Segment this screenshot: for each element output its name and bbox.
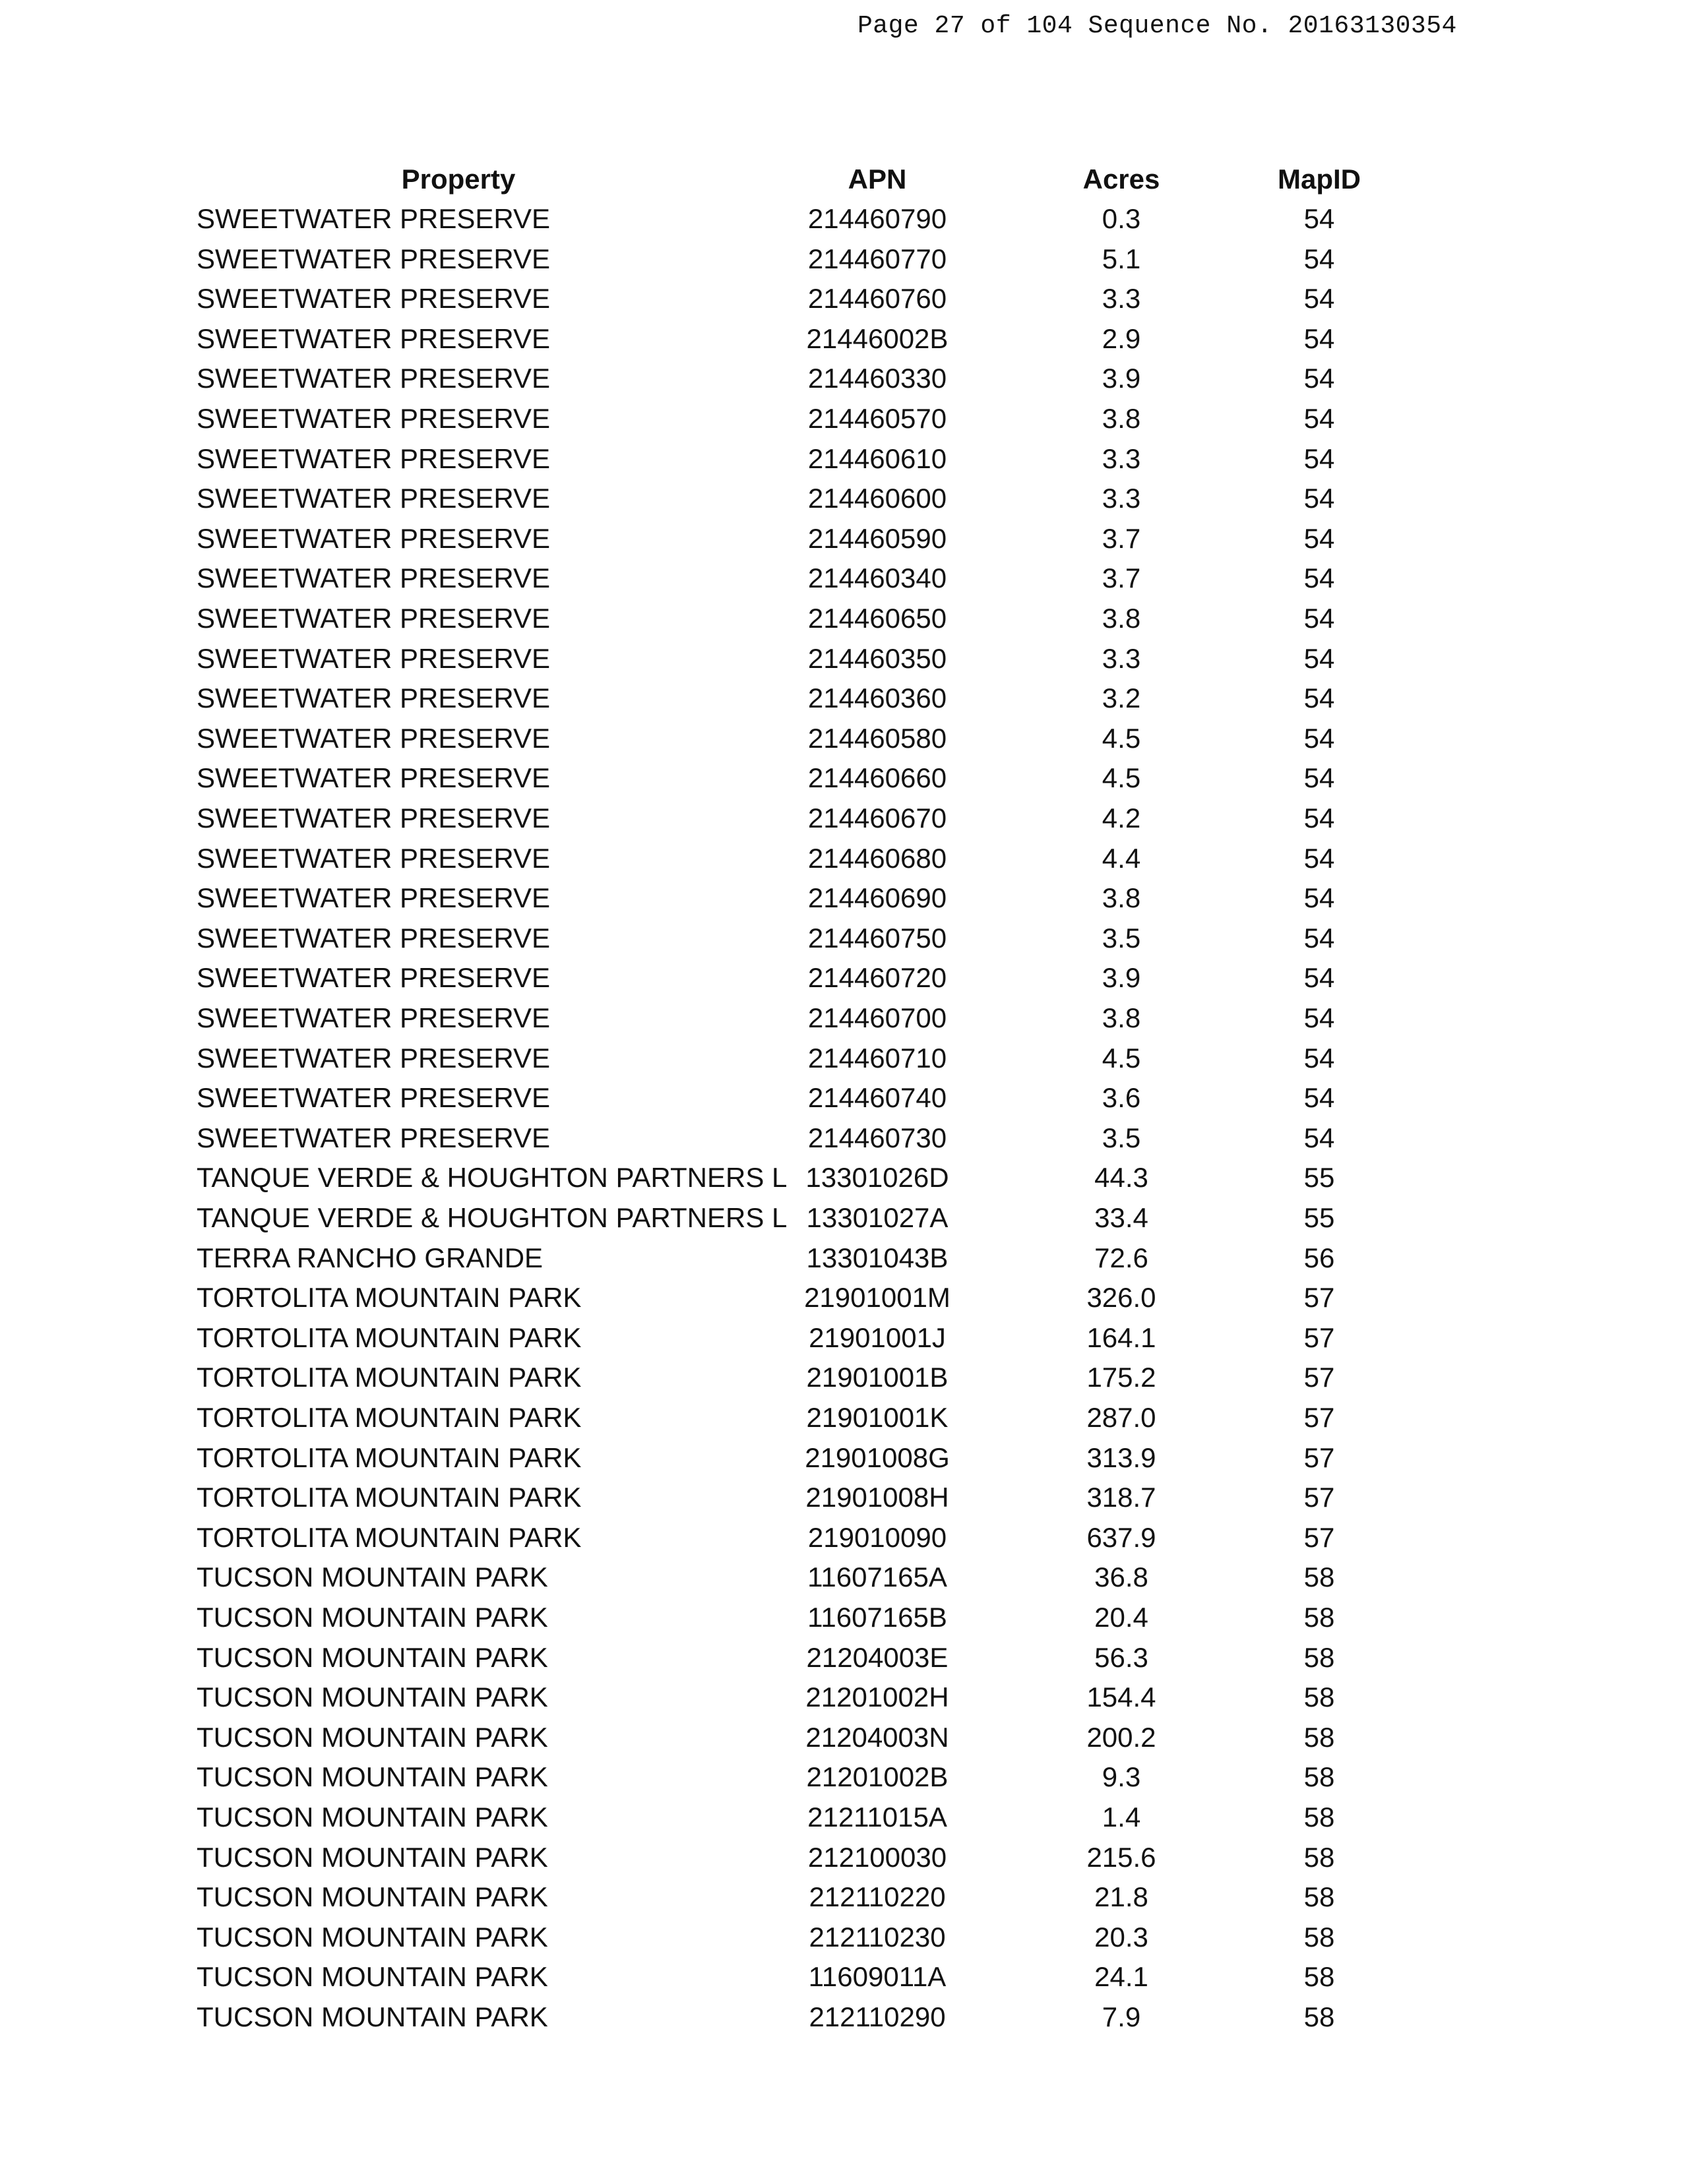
cell-mapid: 54 [1303, 403, 1335, 434]
cell-property: TUCSON MOUNTAIN PARK [197, 2001, 548, 2032]
cell-acres: 9.3 [1102, 1761, 1141, 1793]
cell-property: SWEETWATER PRESERVE [197, 603, 550, 634]
column-header-acres: Acres [1082, 164, 1160, 195]
cell-acres: 175.2 [1086, 1362, 1156, 1393]
cell-apn: 21204003E [806, 1641, 949, 1673]
table-row [0, 839, 1684, 878]
cell-property: TORTOLITA MOUNTAIN PARK [197, 1321, 582, 1353]
table-row [0, 1997, 1684, 2037]
cell-mapid: 54 [1303, 283, 1335, 315]
table-row [0, 1838, 1684, 1877]
cell-acres: 3.3 [1102, 442, 1141, 474]
cell-property: SWEETWATER PRESERVE [197, 243, 550, 274]
cell-acres: 4.4 [1102, 842, 1141, 874]
cell-property: TUCSON MOUNTAIN PARK [197, 1802, 548, 1833]
table-row [0, 199, 1684, 239]
cell-mapid: 58 [1303, 1641, 1335, 1673]
cell-mapid: 54 [1303, 722, 1335, 754]
table-row [0, 998, 1684, 1038]
column-header-apn: APN [848, 164, 907, 195]
table-row [0, 319, 1684, 359]
table-row [0, 399, 1684, 439]
cell-acres: 20.4 [1094, 1602, 1148, 1633]
cell-apn: 214460670 [807, 803, 947, 834]
cell-apn: 21204003N [805, 1721, 949, 1753]
cell-apn: 21901008G [805, 1441, 950, 1473]
cell-acres: 4.5 [1102, 1042, 1141, 1074]
cell-mapid: 58 [1303, 1881, 1335, 1913]
cell-apn: 214460340 [807, 562, 947, 594]
column-header-property: Property [401, 164, 516, 195]
cell-property: TUCSON MOUNTAIN PARK [197, 1761, 548, 1793]
cell-apn: 214460740 [807, 1082, 947, 1114]
cell-property: TUCSON MOUNTAIN PARK [197, 1921, 548, 1953]
cell-mapid: 54 [1303, 522, 1335, 554]
cell-apn: 214460710 [807, 1042, 947, 1074]
table-row [0, 1078, 1684, 1118]
cell-property: TUCSON MOUNTAIN PARK [197, 1641, 548, 1673]
cell-mapid: 58 [1303, 1761, 1335, 1793]
cell-property: TUCSON MOUNTAIN PARK [197, 1562, 548, 1593]
table-row [0, 1039, 1684, 1078]
cell-acres: 1.4 [1102, 1802, 1141, 1833]
table-row [0, 679, 1684, 718]
cell-acres: 5.1 [1102, 243, 1141, 274]
cell-apn: 21901008H [805, 1482, 949, 1513]
cell-acres: 318.7 [1086, 1482, 1156, 1513]
cell-mapid: 58 [1303, 1802, 1335, 1833]
cell-apn: 21201002H [805, 1682, 949, 1713]
table-row [0, 799, 1684, 838]
table-row [0, 279, 1684, 318]
cell-mapid: 54 [1303, 483, 1335, 514]
cell-property: TORTOLITA MOUNTAIN PARK [197, 1402, 582, 1433]
cell-apn: 214460790 [807, 203, 947, 234]
table-row [0, 958, 1684, 998]
cell-acres: 164.1 [1086, 1321, 1156, 1353]
cell-property: SWEETWATER PRESERVE [197, 842, 550, 874]
cell-apn: 212110230 [809, 1921, 946, 1953]
cell-acres: 3.3 [1102, 483, 1141, 514]
cell-acres: 154.4 [1086, 1682, 1156, 1713]
cell-acres: 56.3 [1094, 1641, 1148, 1673]
cell-mapid: 54 [1303, 922, 1335, 954]
cell-apn: 11609011A [808, 1961, 947, 1993]
table-row [0, 1158, 1684, 1198]
table-row [0, 1478, 1684, 1517]
cell-mapid: 57 [1303, 1282, 1335, 1314]
table-row [0, 1757, 1684, 1797]
cell-property: SWEETWATER PRESERVE [197, 522, 550, 554]
column-header-mapid: MapID [1278, 164, 1361, 195]
cell-mapid: 54 [1303, 1042, 1335, 1074]
cell-property: SWEETWATER PRESERVE [197, 762, 550, 794]
table-row [0, 639, 1684, 679]
cell-apn: 21901001K [806, 1402, 949, 1433]
cell-acres: 3.5 [1102, 1122, 1141, 1153]
cell-property: SWEETWATER PRESERVE [197, 483, 550, 514]
cell-property: TUCSON MOUNTAIN PARK [197, 1721, 548, 1753]
cell-acres: 0.3 [1102, 203, 1141, 234]
cell-apn: 214460650 [807, 603, 947, 634]
cell-mapid: 56 [1303, 1242, 1335, 1273]
table-row [0, 1318, 1684, 1358]
table-row [0, 359, 1684, 398]
cell-mapid: 54 [1303, 603, 1335, 634]
table-row [0, 1678, 1684, 1717]
table-row [0, 239, 1684, 279]
table-row [0, 719, 1684, 758]
table-row [0, 1438, 1684, 1478]
cell-acres: 3.8 [1102, 403, 1141, 434]
table-row [0, 919, 1684, 958]
cell-acres: 3.2 [1102, 682, 1141, 714]
cell-property: SWEETWATER PRESERVE [197, 882, 550, 914]
cell-apn: 11607165B [807, 1602, 947, 1633]
cell-acres: 3.7 [1102, 562, 1141, 594]
cell-property: SWEETWATER PRESERVE [197, 922, 550, 954]
cell-mapid: 54 [1303, 243, 1335, 274]
cell-mapid: 54 [1303, 1082, 1335, 1114]
cell-mapid: 58 [1303, 1721, 1335, 1753]
cell-property: SWEETWATER PRESERVE [197, 1082, 550, 1114]
cell-apn: 21901001B [806, 1362, 949, 1393]
cell-mapid: 54 [1303, 962, 1335, 994]
cell-acres: 3.8 [1102, 603, 1141, 634]
cell-acres: 287.0 [1086, 1402, 1156, 1433]
cell-apn: 13301043B [806, 1242, 949, 1273]
cell-property: TORTOLITA MOUNTAIN PARK [197, 1441, 582, 1473]
cell-mapid: 58 [1303, 2001, 1335, 2032]
cell-apn: 214460750 [807, 922, 947, 954]
cell-property: SWEETWATER PRESERVE [197, 803, 550, 834]
cell-apn: 214460580 [807, 722, 947, 754]
cell-mapid: 54 [1303, 882, 1335, 914]
table-row [0, 559, 1684, 598]
table-row [0, 878, 1684, 918]
cell-property: SWEETWATER PRESERVE [197, 322, 550, 354]
cell-apn: 214460720 [807, 962, 947, 994]
cell-mapid: 55 [1303, 1202, 1335, 1233]
cell-apn: 214460330 [807, 363, 947, 394]
cell-acres: 24.1 [1094, 1961, 1148, 1993]
cell-apn: 214460600 [807, 483, 947, 514]
cell-apn: 212110220 [809, 1881, 946, 1913]
cell-property: SWEETWATER PRESERVE [197, 1122, 550, 1153]
table-row [0, 758, 1684, 798]
cell-property: TUCSON MOUNTAIN PARK [197, 1841, 548, 1873]
cell-acres: 7.9 [1102, 2001, 1141, 2032]
cell-property: SWEETWATER PRESERVE [197, 642, 550, 674]
cell-property: TANQUE VERDE & HOUGHTON PARTNERS L [197, 1202, 788, 1233]
cell-acres: 313.9 [1086, 1441, 1156, 1473]
cell-property: SWEETWATER PRESERVE [197, 962, 550, 994]
cell-acres: 3.8 [1102, 1002, 1141, 1033]
cell-apn: 219010090 [807, 1521, 947, 1553]
cell-apn: 13301026D [805, 1162, 949, 1194]
cell-property: SWEETWATER PRESERVE [197, 1042, 550, 1074]
cell-property: TORTOLITA MOUNTAIN PARK [197, 1482, 582, 1513]
cell-mapid: 57 [1303, 1402, 1335, 1433]
cell-mapid: 58 [1303, 1921, 1335, 1953]
table-row [0, 1877, 1684, 1917]
cell-apn: 11607165A [807, 1562, 947, 1593]
cell-acres: 3.7 [1102, 522, 1141, 554]
cell-apn: 214460700 [807, 1002, 947, 1033]
cell-mapid: 54 [1303, 322, 1335, 354]
table-row [0, 1398, 1684, 1438]
table-row [0, 479, 1684, 518]
cell-property: TORTOLITA MOUNTAIN PARK [197, 1282, 582, 1314]
cell-apn: 214460610 [807, 442, 947, 474]
cell-mapid: 57 [1303, 1441, 1335, 1473]
cell-mapid: 54 [1303, 803, 1335, 834]
cell-acres: 21.8 [1094, 1881, 1148, 1913]
cell-mapid: 58 [1303, 1682, 1335, 1713]
table-row [0, 1358, 1684, 1397]
cell-apn: 214460680 [807, 842, 947, 874]
cell-acres: 215.6 [1086, 1841, 1156, 1873]
cell-apn: 21901001M [804, 1282, 951, 1314]
cell-acres: 33.4 [1094, 1202, 1148, 1233]
cell-acres: 3.9 [1102, 962, 1141, 994]
table-row [0, 1558, 1684, 1597]
cell-property: SWEETWATER PRESERVE [197, 403, 550, 434]
table-row [0, 1518, 1684, 1558]
cell-mapid: 54 [1303, 642, 1335, 674]
cell-mapid: 55 [1303, 1162, 1335, 1194]
cell-mapid: 54 [1303, 562, 1335, 594]
cell-acres: 3.3 [1102, 642, 1141, 674]
cell-property: TANQUE VERDE & HOUGHTON PARTNERS L [197, 1162, 788, 1194]
cell-apn: 21446002B [806, 322, 949, 354]
cell-property: SWEETWATER PRESERVE [197, 442, 550, 474]
cell-acres: 3.6 [1102, 1082, 1141, 1114]
cell-acres: 20.3 [1094, 1921, 1148, 1953]
cell-acres: 3.9 [1102, 363, 1141, 394]
cell-mapid: 54 [1303, 363, 1335, 394]
cell-apn: 214460770 [807, 243, 947, 274]
cell-mapid: 57 [1303, 1321, 1335, 1353]
table-row [0, 1918, 1684, 1957]
cell-property: SWEETWATER PRESERVE [197, 203, 550, 234]
cell-mapid: 58 [1303, 1961, 1335, 1993]
table-row [0, 1198, 1684, 1238]
cell-mapid: 57 [1303, 1482, 1335, 1513]
cell-property: SWEETWATER PRESERVE [197, 722, 550, 754]
cell-property: SWEETWATER PRESERVE [197, 283, 550, 315]
cell-acres: 3.3 [1102, 283, 1141, 315]
cell-acres: 3.8 [1102, 882, 1141, 914]
cell-apn: 214460570 [807, 403, 947, 434]
cell-apn: 21211015A [807, 1802, 947, 1833]
cell-property: SWEETWATER PRESERVE [197, 562, 550, 594]
table-row [0, 1638, 1684, 1678]
cell-apn: 212110290 [809, 2001, 946, 2032]
cell-acres: 637.9 [1086, 1521, 1156, 1553]
cell-mapid: 54 [1303, 1122, 1335, 1153]
table-row [0, 1957, 1684, 1997]
cell-property: TERRA RANCHO GRANDE [197, 1242, 544, 1273]
cell-apn: 214460350 [807, 642, 947, 674]
cell-apn: 21201002B [806, 1761, 949, 1793]
cell-mapid: 54 [1303, 762, 1335, 794]
table-row [0, 439, 1684, 479]
cell-mapid: 57 [1303, 1362, 1335, 1393]
page-sequence-header: Page 27 of 104 Sequence No. 20163130354 [858, 12, 1457, 40]
cell-mapid: 58 [1303, 1562, 1335, 1593]
cell-acres: 4.5 [1102, 762, 1141, 794]
cell-apn: 21901001J [809, 1321, 946, 1353]
cell-acres: 2.9 [1102, 322, 1141, 354]
table-row [0, 1798, 1684, 1837]
cell-mapid: 58 [1303, 1841, 1335, 1873]
cell-acres: 4.2 [1102, 803, 1141, 834]
cell-apn: 214460360 [807, 682, 947, 714]
cell-mapid: 54 [1303, 203, 1335, 234]
table-row [0, 1118, 1684, 1158]
cell-property: TUCSON MOUNTAIN PARK [197, 1602, 548, 1633]
cell-acres: 72.6 [1094, 1242, 1148, 1273]
cell-acres: 3.5 [1102, 922, 1141, 954]
cell-acres: 326.0 [1086, 1282, 1156, 1314]
cell-apn: 214460760 [807, 283, 947, 315]
cell-mapid: 54 [1303, 842, 1335, 874]
cell-apn: 13301027A [806, 1202, 949, 1233]
table-row [0, 1718, 1684, 1757]
cell-mapid: 54 [1303, 1002, 1335, 1033]
cell-property: TORTOLITA MOUNTAIN PARK [197, 1362, 582, 1393]
cell-acres: 44.3 [1094, 1162, 1148, 1194]
table-row [0, 519, 1684, 559]
table-row [0, 1598, 1684, 1637]
table-header-row [0, 160, 1684, 199]
cell-acres: 200.2 [1086, 1721, 1156, 1753]
cell-property: TORTOLITA MOUNTAIN PARK [197, 1521, 582, 1553]
cell-acres: 36.8 [1094, 1562, 1148, 1593]
cell-property: TUCSON MOUNTAIN PARK [197, 1961, 548, 1993]
table-row [0, 599, 1684, 638]
cell-property: TUCSON MOUNTAIN PARK [197, 1881, 548, 1913]
cell-property: SWEETWATER PRESERVE [197, 363, 550, 394]
cell-apn: 214460590 [807, 522, 947, 554]
table-row [0, 1278, 1684, 1318]
cell-mapid: 57 [1303, 1521, 1335, 1553]
cell-apn: 214460730 [807, 1122, 947, 1153]
cell-property: TUCSON MOUNTAIN PARK [197, 1682, 548, 1713]
cell-mapid: 58 [1303, 1602, 1335, 1633]
cell-property: SWEETWATER PRESERVE [197, 1002, 550, 1033]
table-row [0, 1238, 1684, 1278]
cell-property: SWEETWATER PRESERVE [197, 682, 550, 714]
cell-apn: 212100030 [807, 1841, 947, 1873]
cell-apn: 214460660 [807, 762, 947, 794]
cell-apn: 214460690 [807, 882, 947, 914]
cell-mapid: 54 [1303, 442, 1335, 474]
cell-acres: 4.5 [1102, 722, 1141, 754]
cell-mapid: 54 [1303, 682, 1335, 714]
